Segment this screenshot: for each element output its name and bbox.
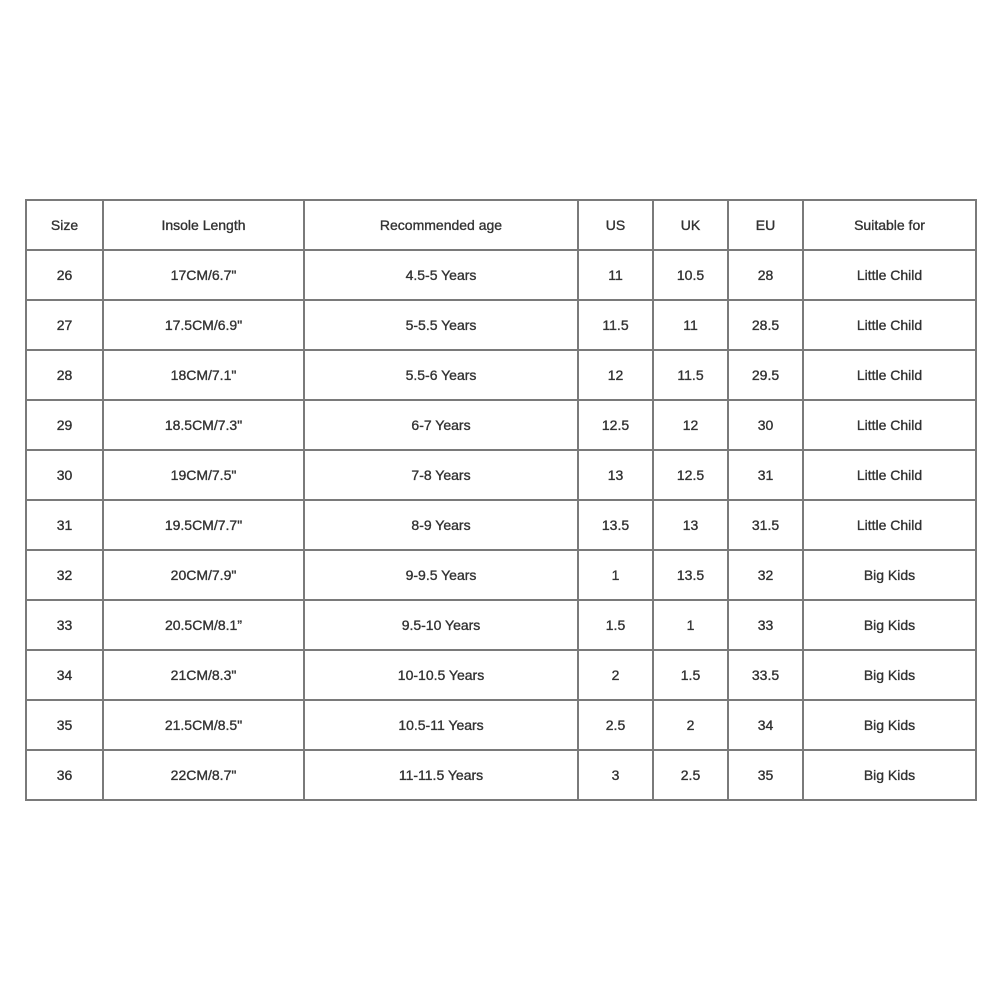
cell-insole-length: 19.5CM/7.7" [103,500,304,550]
cell-size: 27 [26,300,103,350]
table-row [26,450,976,500]
cell-insole-length: 20.5CM/8.1” [103,600,304,650]
cell-eu: 33.5 [728,650,803,700]
table-row [26,400,976,450]
header-us: US [578,200,653,250]
cell-size: 30 [26,450,103,500]
cell-uk: 13.5 [653,550,728,600]
table-row [26,300,976,350]
cell-eu: 32 [728,550,803,600]
cell-us: 13 [578,450,653,500]
cell-recommended-age: 4.5-5 Years [304,250,578,300]
cell-insole-length: 20CM/7.9" [103,550,304,600]
cell-recommended-age: 5-5.5 Years [304,300,578,350]
cell-us: 1.5 [578,600,653,650]
cell-insole-length: 22CM/8.7" [103,750,304,800]
table-body [26,250,976,800]
cell-eu: 34 [728,700,803,750]
header-uk: UK [653,200,728,250]
table-row [26,750,976,800]
cell-uk: 11.5 [653,350,728,400]
cell-us: 12 [578,350,653,400]
header-suitable-for: Suitable for [803,200,976,250]
cell-uk: 1.5 [653,650,728,700]
cell-suitable-for: Little Child [803,250,976,300]
cell-insole-length: 19CM/7.5" [103,450,304,500]
cell-us: 2.5 [578,700,653,750]
header-insole-length: Insole Length [103,200,304,250]
cell-recommended-age: 11-11.5 Years [304,750,578,800]
cell-suitable-for: Little Child [803,300,976,350]
table-header [26,200,976,250]
cell-size: 35 [26,700,103,750]
cell-size: 34 [26,650,103,700]
table-row [26,500,976,550]
cell-suitable-for: Little Child [803,500,976,550]
cell-suitable-for: Big Kids [803,650,976,700]
table-row [26,700,976,750]
cell-size: 32 [26,550,103,600]
table-row [26,250,976,300]
cell-recommended-age: 10.5-11 Years [304,700,578,750]
cell-recommended-age: 9-9.5 Years [304,550,578,600]
cell-eu: 28 [728,250,803,300]
cell-size: 29 [26,400,103,450]
cell-uk: 12.5 [653,450,728,500]
cell-insole-length: 18CM/7.1" [103,350,304,400]
cell-uk: 2 [653,700,728,750]
cell-recommended-age: 7-8 Years [304,450,578,500]
size-chart-table [25,199,977,801]
cell-eu: 33 [728,600,803,650]
cell-suitable-for: Little Child [803,400,976,450]
cell-recommended-age: 9.5-10 Years [304,600,578,650]
cell-uk: 10.5 [653,250,728,300]
table-row [26,600,976,650]
cell-suitable-for: Little Child [803,450,976,500]
table-row [26,550,976,600]
cell-size: 36 [26,750,103,800]
header-recommended-age: Recommended age [304,200,578,250]
cell-size: 26 [26,250,103,300]
cell-us: 1 [578,550,653,600]
cell-us: 13.5 [578,500,653,550]
table-row [26,350,976,400]
header-row [26,200,976,250]
cell-eu: 30 [728,400,803,450]
table-row [26,650,976,700]
header-size: Size [26,200,103,250]
cell-suitable-for: Big Kids [803,550,976,600]
cell-insole-length: 18.5CM/7.3" [103,400,304,450]
cell-insole-length: 21CM/8.3" [103,650,304,700]
cell-size: 33 [26,600,103,650]
cell-insole-length: 21.5CM/8.5" [103,700,304,750]
cell-suitable-for: Big Kids [803,700,976,750]
cell-insole-length: 17CM/6.7" [103,250,304,300]
cell-recommended-age: 10-10.5 Years [304,650,578,700]
cell-uk: 1 [653,600,728,650]
cell-us: 2 [578,650,653,700]
cell-eu: 29.5 [728,350,803,400]
cell-suitable-for: Little Child [803,350,976,400]
cell-eu: 35 [728,750,803,800]
cell-suitable-for: Big Kids [803,750,976,800]
cell-eu: 31 [728,450,803,500]
cell-uk: 13 [653,500,728,550]
cell-insole-length: 17.5CM/6.9" [103,300,304,350]
cell-eu: 31.5 [728,500,803,550]
cell-us: 12.5 [578,400,653,450]
cell-us: 11 [578,250,653,300]
cell-suitable-for: Big Kids [803,600,976,650]
cell-uk: 11 [653,300,728,350]
cell-eu: 28.5 [728,300,803,350]
cell-recommended-age: 8-9 Years [304,500,578,550]
cell-us: 11.5 [578,300,653,350]
cell-size: 31 [26,500,103,550]
cell-us: 3 [578,750,653,800]
cell-uk: 2.5 [653,750,728,800]
header-eu: EU [728,200,803,250]
cell-uk: 12 [653,400,728,450]
cell-size: 28 [26,350,103,400]
cell-recommended-age: 6-7 Years [304,400,578,450]
cell-recommended-age: 5.5-6 Years [304,350,578,400]
